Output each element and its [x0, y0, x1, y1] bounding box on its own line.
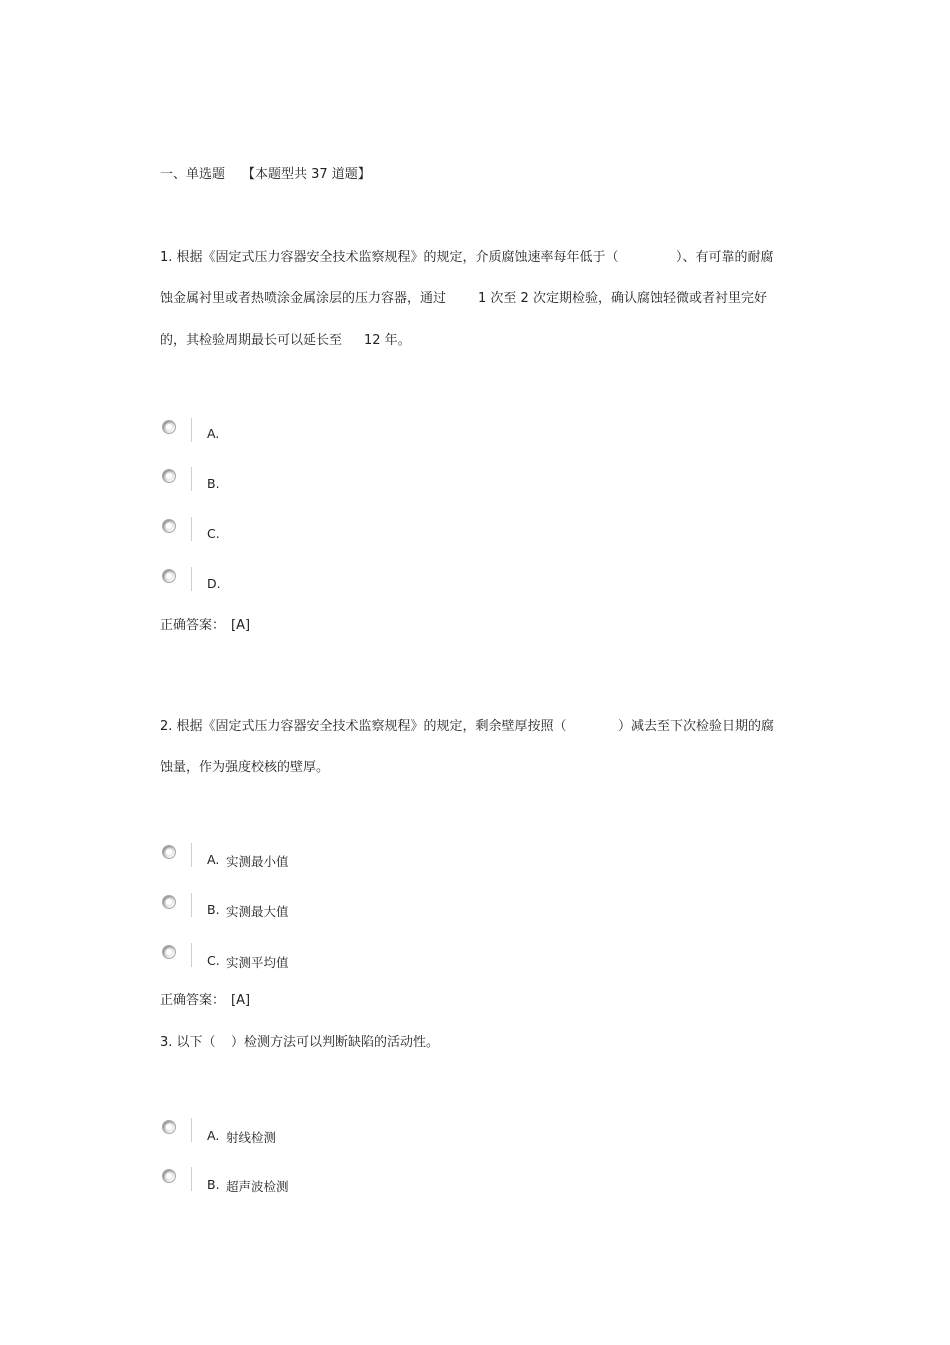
question-1-text-line-1b: ）、有可靠的耐腐 — [676, 250, 774, 265]
question-2-option-a-letter: A. — [207, 852, 220, 867]
question-1-option-a-letter: A. — [207, 426, 220, 441]
question-1-text-line-2a: 蚀金属衬里或者热喷涂金属涂层的压力容器，通过 — [160, 291, 447, 306]
question-1-text-line-2b: 1 次至 2 次定期检验，确认腐蚀轻微或者衬里完好 — [478, 291, 767, 306]
question-1-text-line-3a: 的，其检验周期最长可以延长至 — [160, 333, 343, 348]
section-count: 【本题型共 37 道题】 — [242, 167, 371, 182]
question-1-text-line-1a: 1. 根据《固定式压力容器安全技术监察规程》的规定，介质腐蚀速率每年低于（ — [160, 250, 619, 265]
question-3-text-line-1a: 3. 以下（ — [160, 1035, 216, 1050]
question-2-option-b-letter: B. — [207, 902, 220, 917]
question-2-option-a-text: 实测最小值 — [226, 854, 289, 869]
question-2-answer-label: 正确答案： — [160, 993, 226, 1008]
question-1-option-c-letter: C. — [207, 526, 220, 541]
question-2-text-line-1a: 2. 根据《固定式压力容器安全技术监察规程》的规定，剩余壁厚按照（ — [160, 719, 567, 734]
question-2-text-line-2: 蚀量，作为强度校核的壁厚。 — [160, 760, 330, 775]
question-3-option-a-radio[interactable] — [161, 1118, 195, 1144]
question-2-option-c-text: 实测平均值 — [226, 955, 289, 970]
question-3-option-a-text: 射线检测 — [226, 1130, 277, 1145]
question-3-option-b-letter: B. — [207, 1177, 220, 1192]
question-1-option-d-radio[interactable] — [161, 567, 195, 593]
question-1-option-a-radio[interactable] — [161, 418, 195, 444]
question-1-option-c-radio[interactable] — [161, 517, 195, 543]
question-1-option-d-letter: D. — [207, 576, 221, 591]
question-3-option-b-radio[interactable] — [161, 1167, 195, 1193]
question-1-text-line-3b: 12 年。 — [364, 333, 411, 348]
question-2-option-a-radio[interactable] — [161, 843, 195, 869]
section-title: 一、单选题 — [160, 167, 226, 182]
question-3-option-a-letter: A. — [207, 1128, 220, 1143]
question-1-answer-label: 正确答案： — [160, 618, 226, 633]
question-1-answer: [A] — [231, 618, 251, 633]
question-2-option-c-radio[interactable] — [161, 943, 195, 969]
question-2-answer: [A] — [231, 993, 251, 1008]
question-3-text-line-1b: ）检测方法可以判断缺陷的活动性。 — [231, 1035, 440, 1050]
question-2-option-b-text: 实测最大值 — [226, 904, 289, 919]
question-2-option-b-radio[interactable] — [161, 893, 195, 919]
question-3-option-b-text: 超声波检测 — [226, 1179, 289, 1194]
question-2-option-c-letter: C. — [207, 953, 220, 968]
question-1-option-b-letter: B. — [207, 476, 220, 491]
question-1-option-b-radio[interactable] — [161, 467, 195, 493]
question-2-text-line-1b: ）减去至下次检验日期的腐 — [618, 719, 775, 734]
